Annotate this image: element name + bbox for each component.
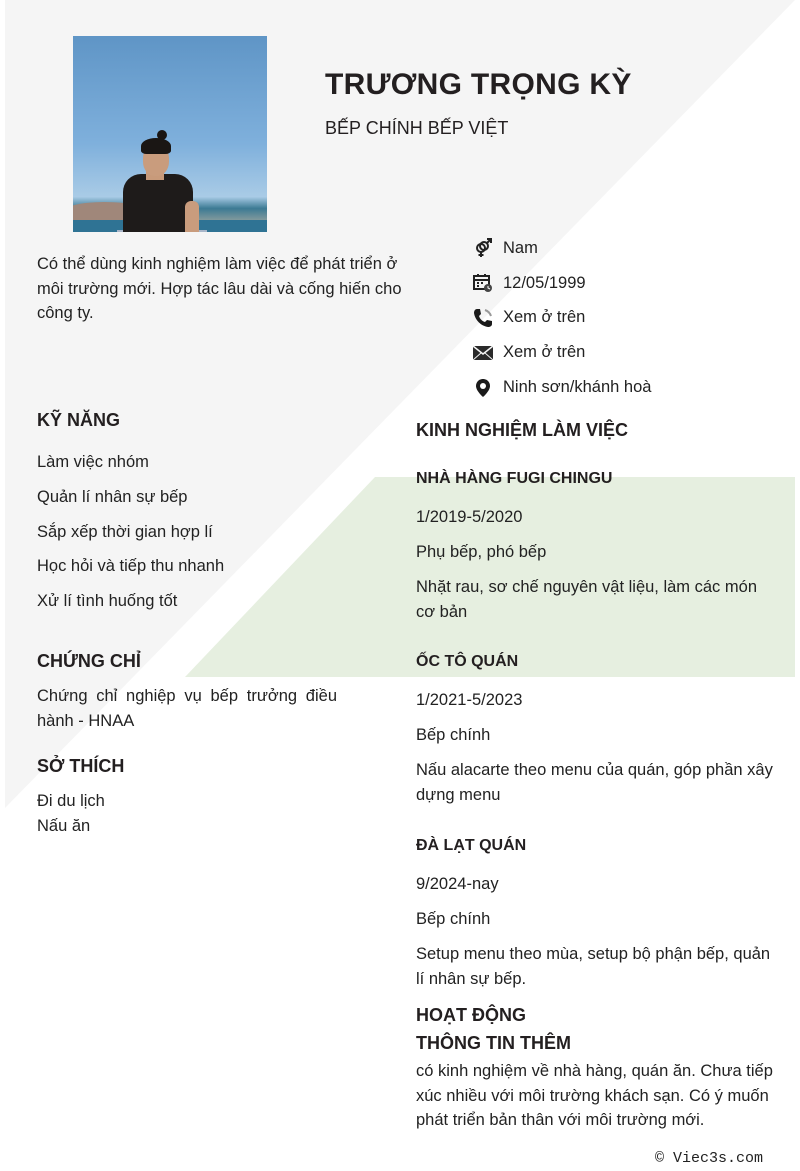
- extra-info-text: có kinh nghiệm về nhà hàng, quán ăn. Chưa tiếp xúc nhiều với môi trường khách sạn. Có ý muốn phát triển bản thân với môi trường mới.: [416, 1062, 773, 1129]
- candidate-name: TRƯƠNG TRỌNG KỲ: [325, 68, 632, 101]
- skill-item: Xử lí tình huống tốt: [37, 592, 178, 611]
- experience-entry: [416, 468, 776, 635]
- experience-position: Bếp chính: [416, 726, 491, 744]
- experience-position: Phụ bếp, phó bếp: [416, 543, 547, 561]
- hobby-item: Đi du lịch: [37, 792, 105, 810]
- skill-item: Học hỏi và tiếp thu nhanh: [37, 557, 225, 576]
- experience-period: 1/2021-5/2023: [416, 691, 523, 709]
- activities-title: HOẠT ĐỘNG: [416, 1005, 526, 1025]
- extra-info-title: THÔNG TIN THÊM: [416, 1033, 571, 1053]
- certificate-item: Chứng chỉ nghiệp vụ bếp trưởng điều hành - HNAA: [37, 687, 337, 730]
- profile-photo: [73, 36, 267, 232]
- contact-email-value: Xem ở trên: [503, 343, 586, 362]
- contact-gender: [472, 231, 651, 266]
- phone-icon: [472, 307, 494, 329]
- experience-description: Nấu alacarte theo menu của quán, góp phần xây dựng menu: [416, 761, 773, 804]
- contact-address: [472, 370, 651, 405]
- photo-hair-bun: [157, 130, 167, 140]
- skill-item: Sắp xếp thời gian hợp lí: [37, 522, 213, 541]
- contact-address-value: Ninh sơn/khánh hoà: [503, 378, 652, 397]
- calendar-icon: [472, 272, 494, 294]
- photo-arm: [185, 201, 199, 232]
- experience-company: NHÀ HÀNG FUGI CHINGU: [416, 470, 613, 487]
- contact-info: [472, 231, 651, 405]
- experience-period: 9/2024-nay: [416, 875, 499, 893]
- contact-gender-value: Nam: [503, 238, 538, 257]
- photo-hair: [141, 138, 171, 154]
- copyright-notice: © Viec3s.com: [655, 1150, 764, 1167]
- email-icon: [472, 342, 494, 364]
- contact-email: [472, 335, 651, 370]
- contact-birthdate-value: 12/05/1999: [503, 273, 586, 292]
- contact-phone-value: Xem ở trên: [503, 308, 586, 327]
- experience-title: KINH NGHIỆM LÀM VIỆC: [416, 420, 629, 440]
- experience-position: Bếp chính: [416, 910, 491, 928]
- experience-description: Nhặt rau, sơ chế nguyên vật liệu, làm các món cơ bản: [416, 578, 757, 621]
- skills-title: KỸ NĂNG: [37, 410, 121, 430]
- skill-item: Quản lí nhân sự bếp: [37, 487, 188, 506]
- experience-entry: [416, 651, 776, 818]
- hobbies-title: SỞ THÍCH: [37, 756, 125, 776]
- contact-phone: [472, 301, 651, 336]
- candidate-job-title: BẾP CHÍNH BẾP VIỆT: [325, 118, 509, 138]
- skill-item: Làm việc nhóm: [37, 453, 149, 471]
- experience-entry: [416, 835, 776, 1002]
- hobbies-list: [37, 789, 105, 839]
- photo-shirt: [123, 174, 193, 232]
- skills-list: [37, 450, 224, 624]
- certificates-title: CHỨNG CHỈ: [37, 651, 141, 671]
- gender-icon: [472, 237, 494, 259]
- contact-birthdate: [472, 266, 651, 301]
- experience-company: ỐC TÔ QUÁN: [416, 653, 519, 670]
- experience-company: ĐÀ LẠT QUÁN: [416, 837, 527, 854]
- experience-description: Setup menu theo mùa, setup bộ phận bếp, quản lí nhân sự bếp.: [416, 945, 771, 988]
- career-objective: Có thể dùng kinh nghiệm làm việc để phát triển ở môi trường mới. Hợp tác lâu dài và cống hiến cho công ty.: [37, 255, 402, 322]
- hobby-item: Nấu ăn: [37, 817, 91, 835]
- location-pin-icon: [472, 377, 494, 399]
- experience-period: 1/2019-5/2020: [416, 508, 523, 526]
